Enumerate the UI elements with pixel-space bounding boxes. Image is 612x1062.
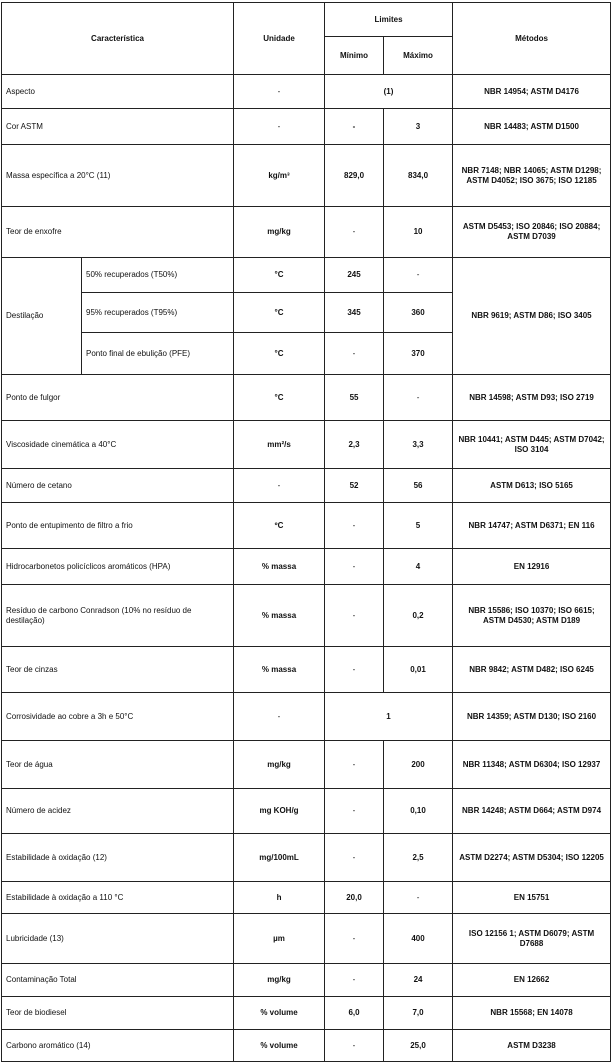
row-max: 2,5	[384, 834, 453, 882]
row-max: 56	[384, 469, 453, 503]
table-row	[2, 585, 611, 647]
header-limites: Limites	[325, 3, 453, 37]
row-max: 0,10	[384, 789, 453, 834]
row-unit: % massa	[234, 647, 325, 693]
row-unit: -	[234, 693, 325, 741]
row-min: -	[325, 1030, 384, 1062]
row-methods: NBR 15586; ISO 10370; ISO 6615; ASTM D4530; ASTM D189	[453, 585, 611, 647]
row-subcharacteristic: Ponto final de ebulição (PFE)	[82, 333, 234, 375]
row-min: -	[325, 741, 384, 789]
table-row	[2, 109, 611, 145]
row-characteristic: Teor de cinzas	[2, 647, 234, 693]
row-characteristic: Viscosidade cinemática a 40°C	[2, 421, 234, 469]
row-min: 20,0	[325, 882, 384, 914]
table-row	[2, 647, 611, 693]
row-max: 7,0	[384, 997, 453, 1030]
row-methods: NBR 15568; EN 14078	[453, 997, 611, 1030]
row-methods: NBR 14248; ASTM D664; ASTM D974	[453, 789, 611, 834]
row-characteristic: Resíduo de carbono Conradson (10% no resíduo de destilação)	[2, 585, 234, 647]
row-characteristic: Corrosividade ao cobre a 3h e 50°C	[2, 693, 234, 741]
header-maximo: Máximo	[384, 37, 453, 75]
row-methods: ASTM D2274; ASTM D5304; ISO 12205	[453, 834, 611, 882]
row-min: -	[325, 647, 384, 693]
row-characteristic: Hidrocarbonetos policíclicos aromáticos (HPA)	[2, 549, 234, 585]
row-characteristic: Destilação	[2, 258, 82, 375]
table-row	[2, 375, 611, 421]
row-unit: % volume	[234, 1030, 325, 1062]
row-max: 0,01	[384, 647, 453, 693]
row-min: -	[325, 834, 384, 882]
table-row	[2, 421, 611, 469]
row-methods: NBR 14954; ASTM D4176	[453, 75, 611, 109]
row-max: 370	[384, 333, 453, 375]
row-methods: EN 12916	[453, 549, 611, 585]
row-characteristic: Número de acidez	[2, 789, 234, 834]
table-row	[2, 75, 611, 109]
table-row	[2, 549, 611, 585]
row-unit: % volume	[234, 997, 325, 1030]
row-max: 360	[384, 293, 453, 333]
row-unit: °C	[234, 333, 325, 375]
row-methods: NBR 14483; ASTM D1500	[453, 109, 611, 145]
row-max: 200	[384, 741, 453, 789]
header-metodos: Métodos	[453, 3, 611, 75]
row-limit-merged: (1)	[325, 75, 453, 109]
header-caracteristica: Característica	[2, 3, 234, 75]
row-methods: EN 15751	[453, 882, 611, 914]
row-min: 52	[325, 469, 384, 503]
row-unit: µm	[234, 914, 325, 964]
table-row	[2, 258, 611, 293]
row-min: -	[325, 549, 384, 585]
table-row	[2, 997, 611, 1030]
row-methods: NBR 9842; ASTM D482; ISO 6245	[453, 647, 611, 693]
row-unit: -	[234, 469, 325, 503]
table-row	[2, 741, 611, 789]
row-characteristic: Aspecto	[2, 75, 234, 109]
row-characteristic: Lubricidade (13)	[2, 914, 234, 964]
row-min: 2,3	[325, 421, 384, 469]
table-row	[2, 693, 611, 741]
row-max: 24	[384, 964, 453, 997]
table-row	[2, 964, 611, 997]
row-unit: °C	[234, 375, 325, 421]
row-min: 6,0	[325, 997, 384, 1030]
row-min: 829,0	[325, 145, 384, 207]
row-characteristic: Estabilidade à oxidação (12)	[2, 834, 234, 882]
row-min: -	[325, 503, 384, 549]
table-row	[2, 469, 611, 503]
row-unit: °C	[234, 258, 325, 293]
row-unit: kg/m³	[234, 145, 325, 207]
row-min: -	[325, 789, 384, 834]
row-methods: ISO 12156 1; ASTM D6079; ASTM D7688	[453, 914, 611, 964]
row-min: -	[325, 585, 384, 647]
row-characteristic: Carbono aromático (14)	[2, 1030, 234, 1062]
row-min: -	[325, 914, 384, 964]
row-unit: mg/kg	[234, 207, 325, 258]
row-unit: % massa	[234, 549, 325, 585]
row-characteristic: Ponto de entupimento de filtro a frio	[2, 503, 234, 549]
row-methods: NBR 11348; ASTM D6304; ISO 12937	[453, 741, 611, 789]
row-methods: NBR 10441; ASTM D445; ASTM D7042; ISO 3104	[453, 421, 611, 469]
row-characteristic: Teor de biodiesel	[2, 997, 234, 1030]
row-unit: h	[234, 882, 325, 914]
header-unidade: Unidade	[234, 3, 325, 75]
row-unit: ºC	[234, 503, 325, 549]
row-unit: °C	[234, 293, 325, 333]
table-row	[2, 207, 611, 258]
row-unit: mg KOH/g	[234, 789, 325, 834]
row-max: 4	[384, 549, 453, 585]
row-min: -	[325, 964, 384, 997]
row-min: -	[325, 109, 384, 145]
row-methods: ASTM D5453; ISO 20846; ISO 20884; ASTM D7039	[453, 207, 611, 258]
table-row	[2, 789, 611, 834]
row-max: 400	[384, 914, 453, 964]
row-max: 3,3	[384, 421, 453, 469]
row-methods: NBR 9619; ASTM D86; ISO 3405	[453, 258, 611, 375]
table-row	[2, 503, 611, 549]
header-minimo: Mínimo	[325, 37, 384, 75]
row-methods: NBR 7148; NBR 14065; ASTM D1298; ASTM D4052; ISO 3675; ISO 12185	[453, 145, 611, 207]
row-methods: ASTM D3238	[453, 1030, 611, 1062]
row-max: 10	[384, 207, 453, 258]
row-min: -	[325, 207, 384, 258]
specification-table	[1, 2, 611, 1062]
row-max: -	[384, 375, 453, 421]
row-min: -	[325, 333, 384, 375]
row-subcharacteristic: 50% recuperados (T50%)	[82, 258, 234, 293]
row-max: 5	[384, 503, 453, 549]
row-characteristic: Teor de enxofre	[2, 207, 234, 258]
row-characteristic: Cor ASTM	[2, 109, 234, 145]
row-unit: mm²/s	[234, 421, 325, 469]
row-characteristic: Ponto de fulgor	[2, 375, 234, 421]
row-characteristic: Contaminação Total	[2, 964, 234, 997]
row-methods: NBR 14598; ASTM D93; ISO 2719	[453, 375, 611, 421]
row-unit: -	[234, 109, 325, 145]
row-min: 245	[325, 258, 384, 293]
row-unit: mg/kg	[234, 741, 325, 789]
row-characteristic: Número de cetano	[2, 469, 234, 503]
row-min: 345	[325, 293, 384, 333]
table-row	[2, 882, 611, 914]
row-unit: -	[234, 75, 325, 109]
row-limit-merged: 1	[325, 693, 453, 741]
row-unit: % massa	[234, 585, 325, 647]
row-max: 3	[384, 109, 453, 145]
row-min: 55	[325, 375, 384, 421]
row-methods: EN 12662	[453, 964, 611, 997]
table-row	[2, 145, 611, 207]
row-max: -	[384, 258, 453, 293]
row-max: 25,0	[384, 1030, 453, 1062]
row-max: -	[384, 882, 453, 914]
row-methods: ASTM D613; ISO 5165	[453, 469, 611, 503]
row-characteristic: Estabilidade à oxidação a 110 °C	[2, 882, 234, 914]
table-row	[2, 914, 611, 964]
row-unit: mg/100mL	[234, 834, 325, 882]
row-subcharacteristic: 95% recuperados (T95%)	[82, 293, 234, 333]
row-max: 0,2	[384, 585, 453, 647]
row-unit: mg/kg	[234, 964, 325, 997]
row-max: 834,0	[384, 145, 453, 207]
row-methods: NBR 14747; ASTM D6371; EN 116	[453, 503, 611, 549]
row-characteristic: Massa específica a 20°C (11)	[2, 145, 234, 207]
table-row	[2, 834, 611, 882]
row-characteristic: Teor de água	[2, 741, 234, 789]
row-methods: NBR 14359; ASTM D130; ISO 2160	[453, 693, 611, 741]
